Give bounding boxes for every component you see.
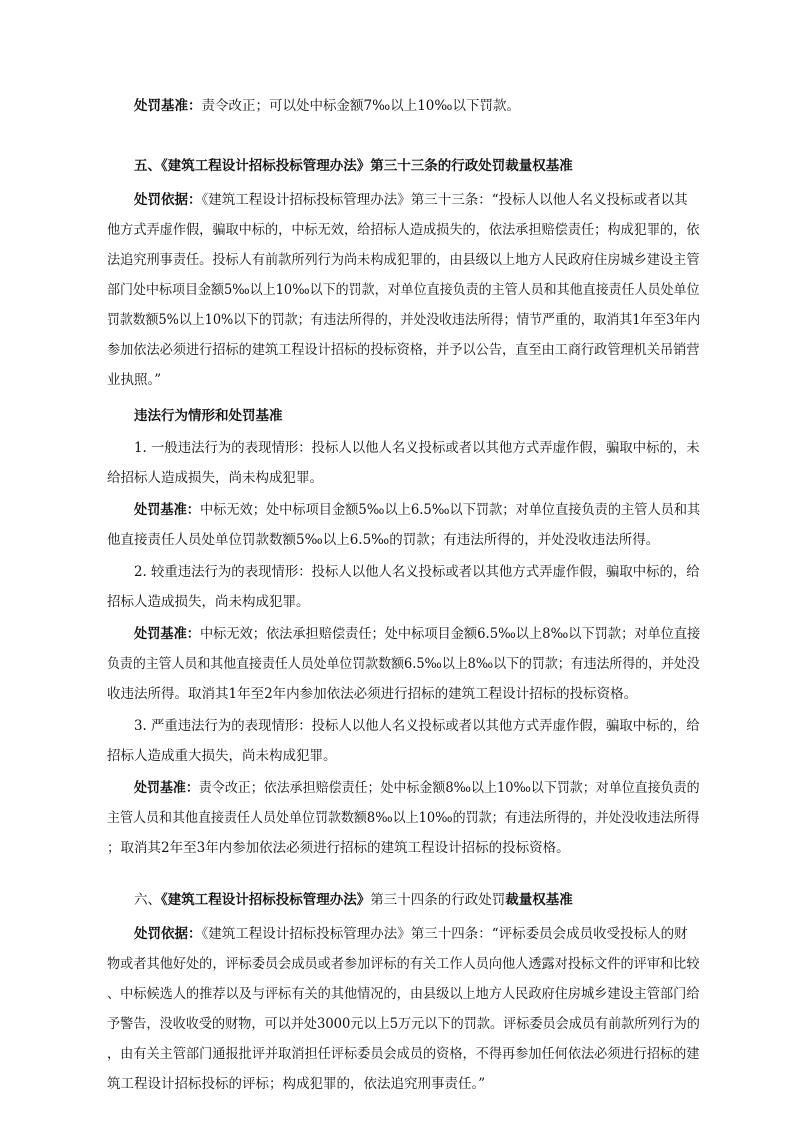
section-6-basis-line-1 <box>134 922 688 942</box>
case-2-line-1: 2. 较重违法行为的表现情形：投标人以他人名义投标或者以其他方式弄虚作假，骗取中标的，给 <box>134 564 700 580</box>
case-1-line-1: 1. 一般违法行为的表现情形：投标人以他人名义投标或者以其他方式弄虚作假，骗取中标的，未 <box>134 440 700 456</box>
section-6-title-mid: 第三十四条的行政处罚 <box>370 892 506 908</box>
section-5-basis-line-3: 法追究刑事责任。投标人有前款所列行为尚未构成犯罪的，由县级以上地方人民政府住房城乡建设主管 <box>107 252 700 268</box>
basis-text: 《建筑工程设计招标投标管理办法》第三十三条：“投标人以他人名义投标或者以其 <box>201 192 688 208</box>
case-1-penalty-line-2: 他直接责任人员处单位罚款数额5‰以上6.5‰的罚款；有违法所得的，并处没收违法所得。 <box>107 532 660 548</box>
section-6-basis-line-5: ，由有关主管部门通报批评并取消担任评标委员会成员的资格，不得再参加任何依法必须进行招标的建 <box>107 1046 700 1062</box>
section-6-basis-line-4: 予警告，没收收受的财物，可以并处3000元以上5万元以下的罚款。评标委员会成员有前款所列行为的 <box>107 1016 700 1032</box>
case-2-penalty-line-1 <box>134 622 700 642</box>
case-2-line-2: 招标人造成损失，尚未构成犯罪。 <box>107 594 310 610</box>
case-3-line-2: 招标人造成重大损失，尚未构成犯罪。 <box>107 748 337 764</box>
case-3-penalty-line-3: ；取消其2年至3年内参加依法必须进行招标的建筑工程设计招标的投标资格。 <box>107 840 570 856</box>
section-6-heading <box>134 888 573 908</box>
penalty-standard-text: 责令改正；可以处中标金额7‰以上10‰以下罚款。 <box>201 98 520 114</box>
case-2-penalty-line-2: 负责的主管人员和其他直接责任人员处单位罚款数额6.5‰以上8‰以下的罚款；有违法所得的，并处没 <box>107 656 700 672</box>
section-5-basis-line-6: 参加依法必须进行招标的建筑工程设计招标的投标资格，并予以公告，直至由工商行政管理机关吊销营 <box>107 342 700 358</box>
case-3-penalty-label: 处罚基准： <box>134 780 199 796</box>
section-5-subheading: 违法行为情形和处罚基准 <box>134 408 283 424</box>
section-5-basis-line-1 <box>134 188 688 208</box>
penalty-standard-line <box>134 94 520 114</box>
section-5-basis-line-7: 业执照。” <box>107 372 162 388</box>
case-1-line-2: 给招标人造成损失，尚未构成犯罪。 <box>107 470 323 486</box>
case-1-penalty-label: 处罚基准： <box>134 502 200 518</box>
section-6-basis-text: 《建筑工程设计招标投标管理办法》第三十四条：“评标委员会成员收受投标人的财 <box>201 926 688 942</box>
section-5-basis-line-2: 他方式弄虚作假，骗取中标的，中标无效，给招标人造成损失的，依法承担赔偿责任；构成犯罪的，依 <box>107 222 700 238</box>
section-6-prefix: 六、 <box>134 892 161 908</box>
section-5-basis-line-5: 罚款数额5%以上10%以下的罚款；有违法所得的，并处没收违法所得；情节严重的，取消其1年至3年内 <box>107 312 701 328</box>
section-6-basis-label: 处罚依据： <box>134 926 202 942</box>
section-5-title: 《建筑工程设计招标投标管理办法》第三十三条的行政处罚裁量权基准 <box>161 158 573 174</box>
section-6-basis-line-3: 、中标候选人的推荐以及与评标有关的其他情况的，由县级以上地方人民政府住房城乡建设主管部门给 <box>107 986 700 1002</box>
case-3-penalty-line-1 <box>134 776 700 796</box>
section-5-basis-line-4: 部门处中标项目金额5‰以上10‰以下的罚款，对单位直接负责的主管人员和其他直接责任人员处单位 <box>107 282 700 298</box>
case-3-line-1: 3. 严重违法行为的表现情形：投标人以他人名义投标或者以其他方式弄虚作假，骗取中标的，给 <box>134 718 700 734</box>
section-5-heading <box>134 154 573 174</box>
case-2-penalty-line-3: 收违法所得。取消其1年至2年内参加依法必须进行招标的建筑工程设计招标的投标资格。 <box>107 686 638 702</box>
case-2-penalty-text: 中标无效；依法承担赔偿责任；处中标项目金额6.5‰以上8‰以下罚款；对单位直接 <box>199 626 701 642</box>
basis-label: 处罚依据： <box>134 192 202 208</box>
case-3-penalty-text: 责令改正；依法承担赔偿责任；处中标金额8‰以上10‰以下罚款；对单位直接负责的 <box>198 780 700 796</box>
case-3-penalty-line-2: 主管人员和其他直接责任人员处单位罚款数额8‰以上10‰的罚款；有违法所得的，并处没收违法所得 <box>107 810 700 826</box>
section-6-title-end: 裁量权基准 <box>505 892 573 908</box>
section-6-basis-line-6: 筑工程设计招标投标的评标；构成犯罪的，依法追究刑事责任。” <box>107 1076 486 1092</box>
case-1-penalty-line-1 <box>134 498 700 518</box>
section-6-basis-line-2: 物或者其他好处的，评标委员会成员或者参加评标的有关工作人员向他人透露对投标文件的评审和比较 <box>107 956 700 972</box>
case-2-penalty-label: 处罚基准： <box>134 626 200 642</box>
case-1-penalty-text: 中标无效；处中标项目金额5‰以上6.5‰以下罚款；对单位直接负责的主管人员和其 <box>199 502 701 518</box>
section-6-title-bold: 《建筑工程设计招标投标管理办法》 <box>161 892 371 908</box>
penalty-standard-label: 处罚基准： <box>134 98 202 114</box>
section-5-prefix: 五、 <box>134 158 161 174</box>
